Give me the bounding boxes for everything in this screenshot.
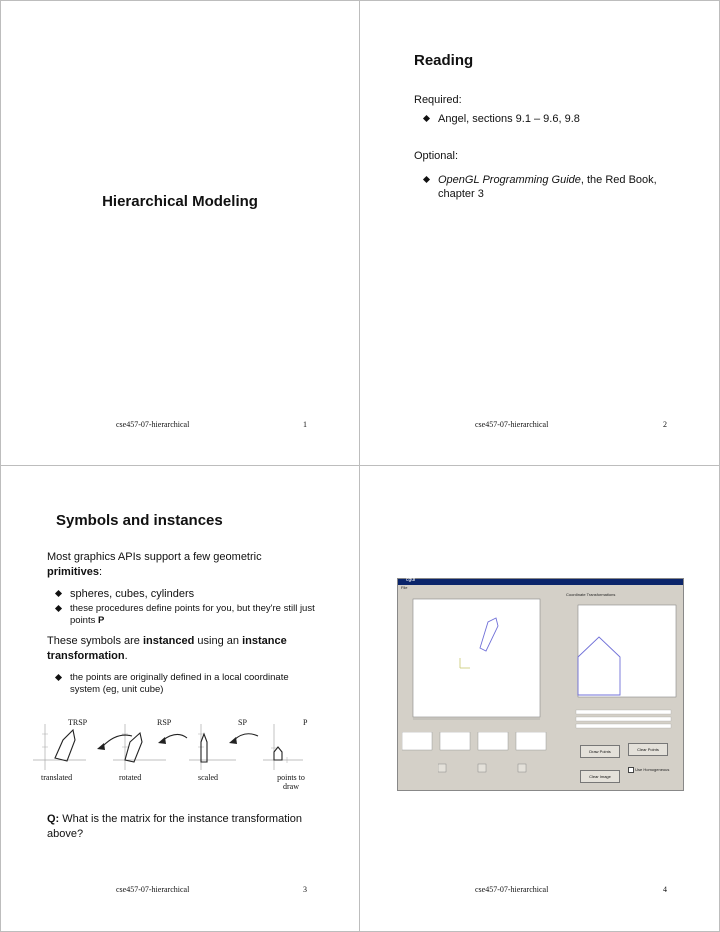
translated-shape bbox=[55, 730, 75, 761]
footer-title: cse457-07-hierarchical bbox=[475, 420, 549, 429]
rotated-shape bbox=[125, 733, 142, 762]
slide-title: Hierarchical Modeling bbox=[102, 193, 258, 210]
slide-1 bbox=[0, 0, 360, 466]
use-homogeneous-checkbox[interactable]: Use Homogeneous bbox=[628, 767, 669, 773]
arrow-icon bbox=[103, 735, 132, 746]
bullet-primitives: spheres, cubes, cylinders bbox=[56, 587, 316, 601]
page-number: 2 bbox=[663, 420, 667, 429]
menu-file[interactable]: File bbox=[401, 585, 408, 590]
optional-label: Optional: bbox=[414, 150, 459, 162]
clear-points-button[interactable]: Clear Points bbox=[628, 743, 668, 756]
caption-rotated: rotated bbox=[119, 773, 142, 782]
right-plot bbox=[566, 601, 681, 703]
intro-text: Most graphics APIs support a few geometric primitives: bbox=[47, 551, 262, 578]
page-number: 1 bbox=[303, 420, 307, 429]
point-table bbox=[566, 709, 681, 729]
arrow-icon bbox=[163, 734, 187, 740]
points-shape bbox=[274, 747, 282, 760]
gui-heading: Coordinate Transformations bbox=[566, 592, 616, 597]
clear-image-button[interactable]: Clear Image bbox=[580, 770, 620, 783]
footer-title: cse457-07-hierarchical bbox=[475, 885, 549, 894]
instance-paragraph: These symbols are instanced using an instance transformation. bbox=[47, 635, 287, 662]
caption-translated: translated bbox=[41, 773, 73, 782]
bullet-icon bbox=[55, 674, 62, 681]
instance-transform-figure bbox=[31, 718, 321, 774]
question: Q: What is the matrix for the instance transformation above? bbox=[47, 813, 302, 840]
required-item: Angel, sections 9.1 – 9.6, 9.8 bbox=[424, 112, 694, 126]
footer-title: cse457-07-hierarchical bbox=[116, 420, 190, 429]
page-number: 4 bbox=[663, 885, 667, 894]
slide-2 bbox=[359, 0, 720, 466]
required-label: Required: bbox=[414, 94, 462, 106]
draw-points-button[interactable]: Draw Points bbox=[580, 745, 620, 758]
slide-title: Reading bbox=[414, 52, 474, 69]
slide-3 bbox=[0, 465, 360, 932]
coordinate-transformations-window bbox=[397, 578, 684, 791]
left-plot bbox=[408, 596, 543, 726]
checkbox-icon[interactable] bbox=[628, 767, 634, 773]
bullet-local-coords: the points are originally defined in a local coordinate system (eg, unit cube) bbox=[56, 672, 316, 696]
window-title-bar: cgui bbox=[398, 579, 683, 585]
bullet-icon bbox=[423, 176, 430, 183]
label-p: P bbox=[303, 718, 308, 727]
slide-title: Symbols and instances bbox=[56, 512, 223, 529]
footer-title: cse457-07-hierarchical bbox=[116, 885, 190, 894]
bullet-procedures: these procedures define points for you, but they're still just points P bbox=[56, 603, 321, 627]
label-rsp: RSP bbox=[157, 718, 172, 727]
slide-4 bbox=[359, 465, 720, 932]
scaled-shape bbox=[201, 734, 207, 762]
caption-scaled: scaled bbox=[198, 773, 218, 782]
bullet-icon bbox=[55, 605, 62, 612]
bullet-icon bbox=[55, 590, 62, 597]
label-sp: SP bbox=[238, 718, 247, 727]
optional-item: OpenGL Programming Guide, the Red Book, chapter 3 bbox=[424, 173, 679, 201]
bullet-icon bbox=[423, 115, 430, 122]
caption-points: points to draw bbox=[277, 773, 305, 791]
label-trsp: TRSP bbox=[68, 718, 88, 727]
arrow-icon bbox=[234, 734, 258, 740]
page-number: 3 bbox=[303, 885, 307, 894]
slider-controls[interactable] bbox=[438, 762, 538, 774]
matrix-inputs bbox=[402, 732, 552, 752]
